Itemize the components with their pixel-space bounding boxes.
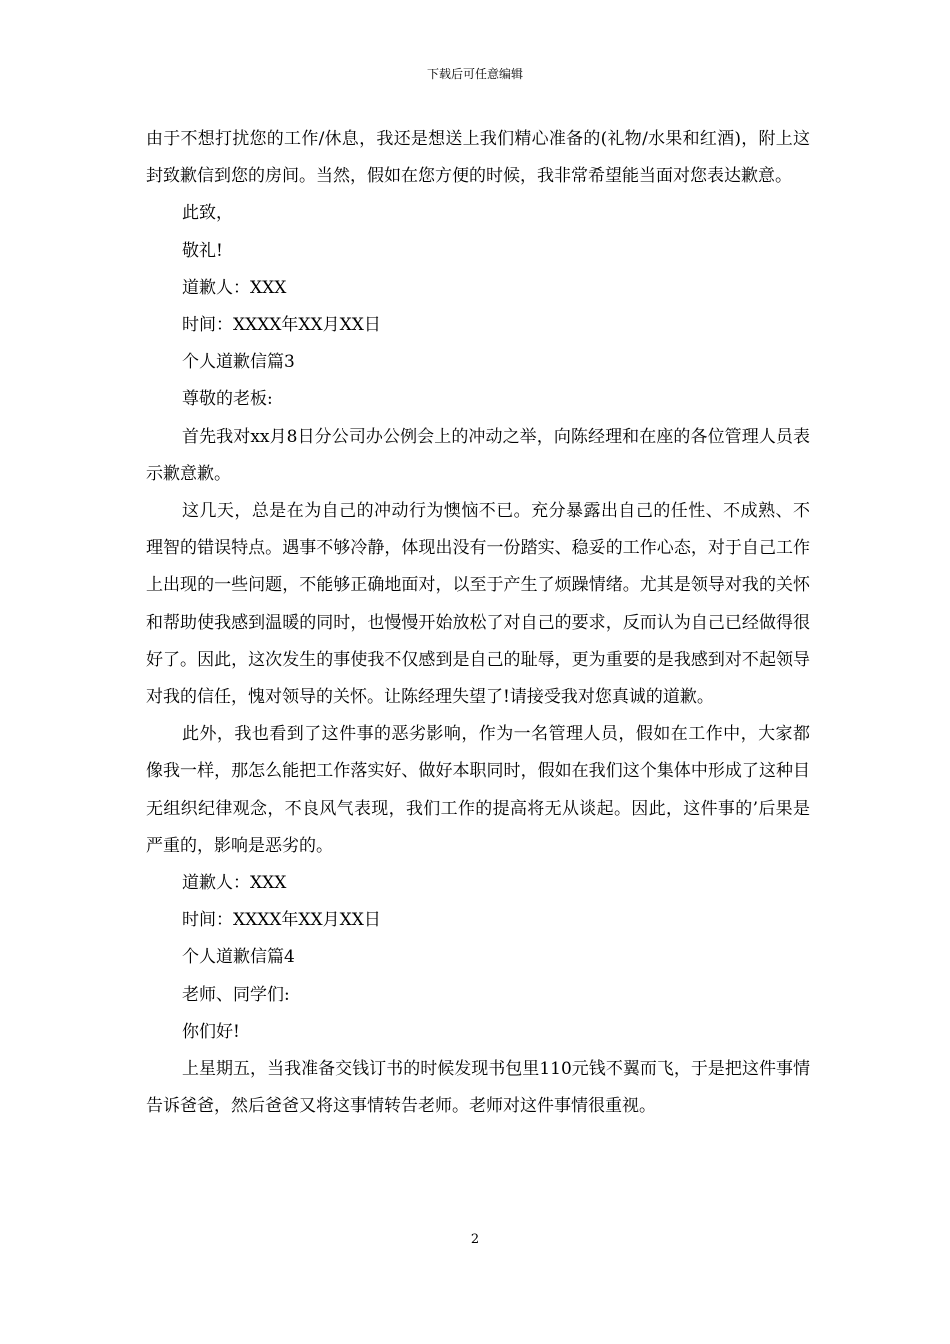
signature-apologizer-2: 道歉人：XXX bbox=[182, 873, 287, 894]
closing-regards: 敬礼! bbox=[182, 240, 223, 261]
signature-date: 时间：XXXX年XX月XX日 bbox=[182, 315, 381, 336]
page-number: 2 bbox=[470, 1232, 480, 1247]
paragraph-lost-money: 上星期五，当我准备交钱订书的时候发现书包里110元钱不翼而飞，于是把这件事情告诉爸爸，然后爸爸又将这事情转告老师。老师对这件事情很重视。 bbox=[146, 1059, 810, 1117]
page-header: 下载后可任意编辑 bbox=[426, 67, 523, 81]
signature-apologizer: 道歉人：XXX bbox=[182, 277, 287, 298]
greeting-teachers: 老师、同学们: bbox=[182, 984, 290, 1005]
paragraph-reflection: 这几天，总是在为自己的冲动行为懊恼不已。充分暴露出自己的任性、不成熟、不理智的错误特点。遇事不够冷静，体现出没有一份踏实、稳妥的工作心态，对于自己工作上出现的一些问题，不能够正确地面对，以至于产生了烦躁情绪。尤其是领导对我的关怀和帮助使我感到温暖的同时，也慢慢开始放松了对自己的要求，反而认为自己已经做得很好了。因此，这次发生的事使我不仅感到是自己的耻辱，更为重要的是我感到对不起领导对我的信任，愧对领导的关怀。让陈经理失望了!请接受我对您真诚的道歉。 bbox=[146, 501, 810, 708]
section-title-4: 个人道歉信篇4 bbox=[182, 947, 295, 968]
paragraph-apology-intro: 首先我对xx月8日分公司办公例会上的冲动之举，向陈经理和在座的各位管理人员表示歉意歉。 bbox=[146, 426, 810, 484]
closing-salutation: 此致， bbox=[182, 203, 233, 224]
document-body bbox=[146, 121, 810, 1125]
greeting-boss: 尊敬的老板: bbox=[182, 389, 273, 410]
signature-date-2: 时间：XXXX年XX月XX日 bbox=[182, 910, 381, 931]
paragraph-consequences: 此外，我也看到了这件事的恶劣影响，作为一名管理人员，假如在工作中，大家都像我一样，那怎么能把工作落实好、做好本职同时，假如在我们这个集体中形成了这种目无组织纪律观念，不良风气表现，我们工作的提高将无从谈起。因此，这件事的’后果是严重的，影响是恶劣的。 bbox=[146, 724, 810, 856]
greeting-hello: 你们好! bbox=[182, 1021, 240, 1042]
paragraph-gift-note: 由于不想打扰您的工作/休息，我还是想送上我们精心准备的(礼物/水果和红酒)，附上这封致歉信到您的房间。当然，假如在您方便的时候，我非常希望能当面对您表达歉意。 bbox=[146, 129, 810, 187]
section-title-3: 个人道歉信篇3 bbox=[182, 352, 295, 373]
